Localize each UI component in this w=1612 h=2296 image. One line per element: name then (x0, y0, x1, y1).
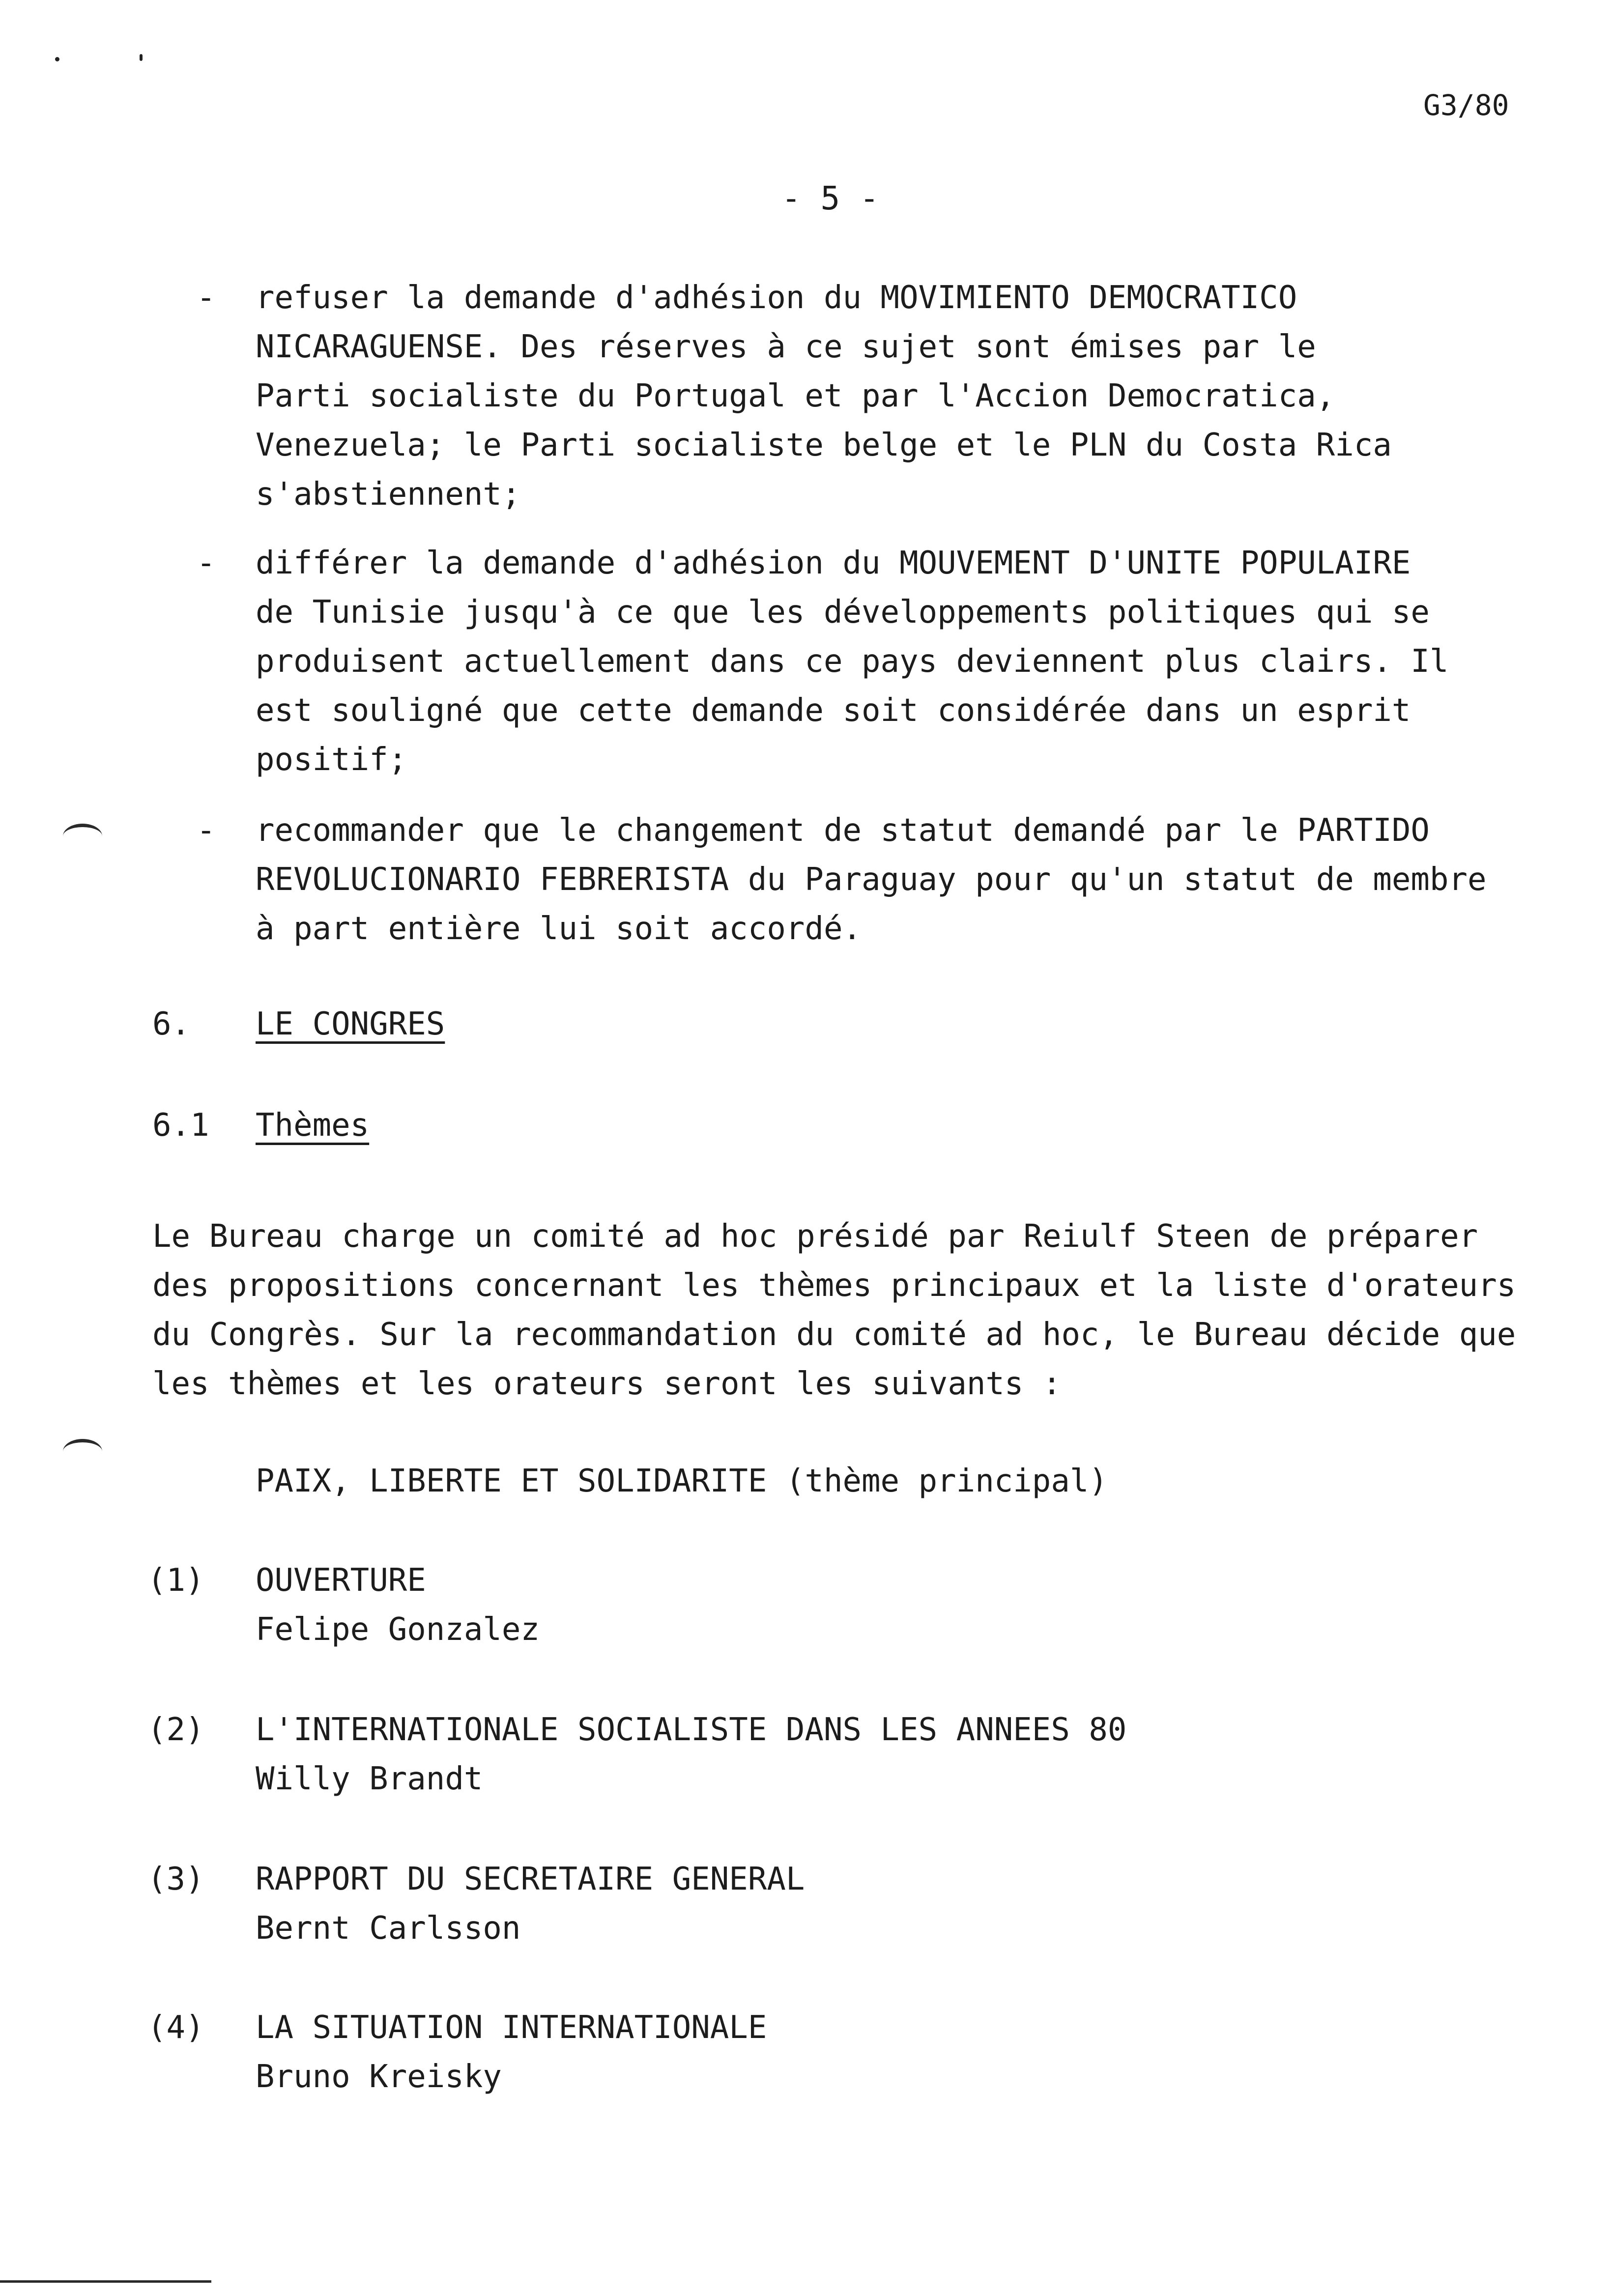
document-reference: G3/80 (1423, 88, 1509, 122)
paragraph-line: des propositions concernant les thèmes principaux et la liste d'orateurs (152, 1267, 1516, 1304)
punch-hole-mark (63, 1439, 102, 1464)
agenda-title: RAPPORT DU SECRETAIRE GENERAL (256, 1861, 805, 1897)
agenda-speaker: Bruno Kreisky (256, 2059, 502, 2095)
bullet-line: NICARAGUENSE. Des réserves à ce sujet sont émises par le (256, 329, 1316, 365)
scan-edge-line (0, 2280, 211, 2283)
subsection-number: 6.1 (152, 1107, 209, 1144)
section-number: 6. (152, 1006, 191, 1042)
paragraph-line: Le Bureau charge un comité ad hoc présidé par Reiulf Steen de préparer (152, 1218, 1478, 1255)
bullet-line: à part entière lui soit accordé. (256, 911, 862, 947)
bullet-marker: - (197, 280, 216, 316)
punch-hole-mark (63, 824, 102, 849)
main-theme: PAIX, LIBERTE ET SOLIDARITE (thème principal) (256, 1463, 1108, 1499)
agenda-number: (3) (147, 1861, 204, 1897)
bullet-marker: - (197, 545, 216, 581)
agenda-title: L'INTERNATIONALE SOCIALISTE DANS LES ANNEES 80 (256, 1712, 1127, 1748)
bullet-line: différer la demande d'adhésion du MOUVEMENT D'UNITE POPULAIRE (256, 545, 1411, 581)
paragraph-line: les thèmes et les orateurs seront les suivants : (152, 1366, 1062, 1402)
bullet-line: REVOLUCIONARIO FEBRERISTA du Paraguay pour qu'un statut de membre (256, 861, 1487, 898)
bullet-line: refuser la demande d'adhésion du MOVIMIENTO DEMOCRATICO (256, 280, 1297, 316)
agenda-title: OUVERTURE (256, 1562, 426, 1599)
bullet-line: Parti socialiste du Portugal et par l'Accion Democratica, (256, 378, 1335, 414)
agenda-number: (2) (147, 1712, 204, 1748)
agenda-title: LA SITUATION INTERNATIONALE (256, 2009, 767, 2046)
agenda-number: (4) (147, 2009, 204, 2046)
paragraph-line: du Congrès. Sur la recommandation du comité ad hoc, le Bureau décide que (152, 1317, 1516, 1353)
bullet-marker: - (197, 812, 216, 849)
section-title: LE CONGRES (256, 1006, 445, 1042)
bullet-line: s'abstiennent; (256, 476, 521, 513)
scan-speck (55, 57, 59, 61)
agenda-speaker: Bernt Carlsson (256, 1910, 521, 1947)
bullet-line: positif; (256, 742, 407, 778)
bullet-line: Venezuela; le Parti socialiste belge et le PLN du Costa Rica (256, 427, 1392, 463)
scan-speck (140, 54, 143, 61)
agenda-speaker: Willy Brandt (256, 1761, 483, 1797)
bullet-line: produisent actuellement dans ce pays deviennent plus clairs. Il (256, 643, 1449, 680)
bullet-line: recommander que le changement de statut demandé par le PARTIDO (256, 812, 1430, 849)
page-number: - 5 - (781, 179, 879, 217)
agenda-speaker: Felipe Gonzalez (256, 1611, 540, 1648)
bullet-line: de Tunisie jusqu'à ce que les développements politiques qui se (256, 594, 1430, 631)
agenda-number: (1) (147, 1562, 204, 1599)
subsection-title: Thèmes (256, 1107, 370, 1144)
bullet-line: est souligné que cette demande soit considérée dans un esprit (256, 692, 1411, 729)
